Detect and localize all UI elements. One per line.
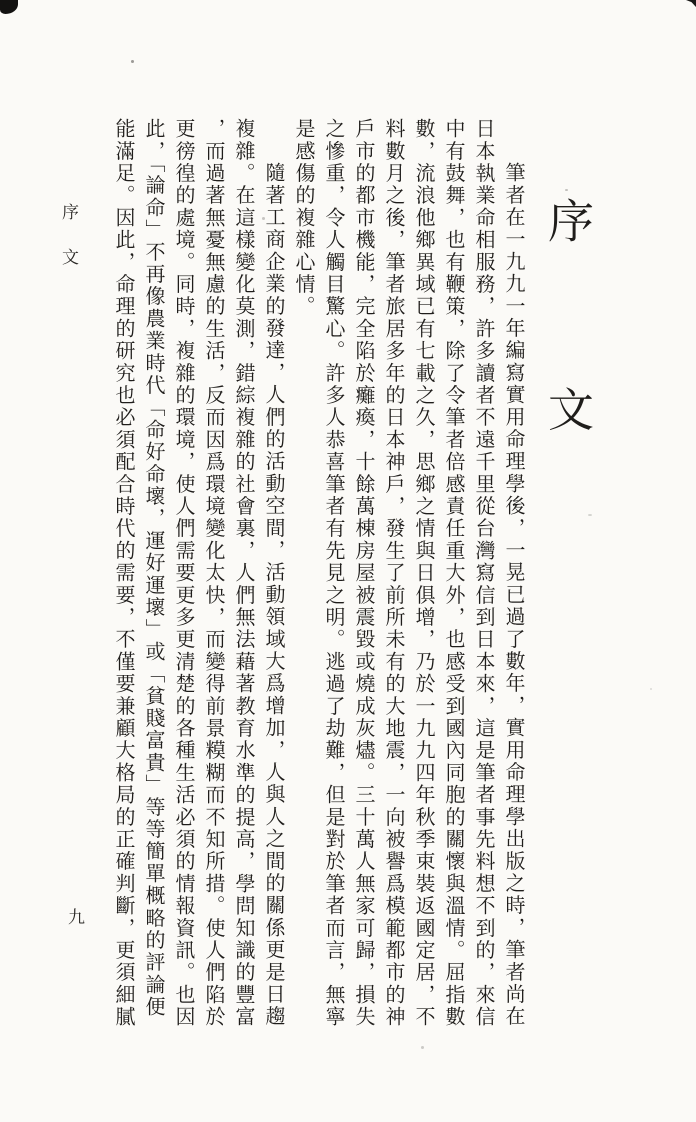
- paragraph-2: 隨著工商企業的發達，人們的活動空間，活動領域大爲增加，人與人之間的關係更是日趨複雜。在這樣變化莫測，錯綜複雜的社會裏，人們無法藉著教育水準的提高，學問知識的豐富，而過著無憂無慮的生活，反而因爲環境變化太快，而變得前景糢糊而不知所措。使人們陷於更徬徨的處境。同時，複雜的環境，使人們需要更多更清楚的各種生活必須的情報資訊。也因此，「論命」不再像農業時代「命好命壞，運好運壞」或「貧賤富貴」等等簡單概略的評論便能滿足。因此，命理的研究也必須配合時代的需要，不僅要兼顧大格局的正確判斷，更須細膩: [112, 118, 284, 1029]
- preface-title: 序文: [542, 197, 593, 575]
- margin-header-label: 序文: [59, 203, 78, 294]
- scan-speck: [131, 60, 134, 63]
- paragraph-1: 筆者在一九九一年編寫實用命理學後，一晃已過了數年，實用命理學出版之時，筆者尚在日本執業命相服務，許多讀者不遠千里從台灣寫信到日本來，這是筆者事先料想不到的，來信中有鼓舞，也有鞭策，除了令筆者倍感責任重大外，也感受到國內同胞的關懷與溫情。屈指數數，流浪他鄉異域已有七載之久，思鄉之情與日俱增，乃於一九九四年秋季束裝返國定居，不料數月之後，筆者旅居多年的日本神戶，發生了前所未有的大地震，一向被譽爲模範都市的神戶市的都市機能，完全陷於癱瘓，十餘萬棟房屋被震毀或燒成灰燼。三十萬人無家可歸，損失之慘重，令人觸目驚心。許多人恭喜筆者有先見之明。逃過了劫難，但是對於筆者而言，無寧是感傷的複雜心情。: [292, 118, 524, 1029]
- vertical-text-block: [108, 118, 600, 1030]
- scan-speck: [650, 688, 652, 690]
- scan-speck: [421, 1046, 424, 1049]
- scan-corner-artifact: [686, 0, 696, 7]
- scan-corner-artifact: [0, 0, 18, 14]
- page-number: 九: [68, 908, 85, 927]
